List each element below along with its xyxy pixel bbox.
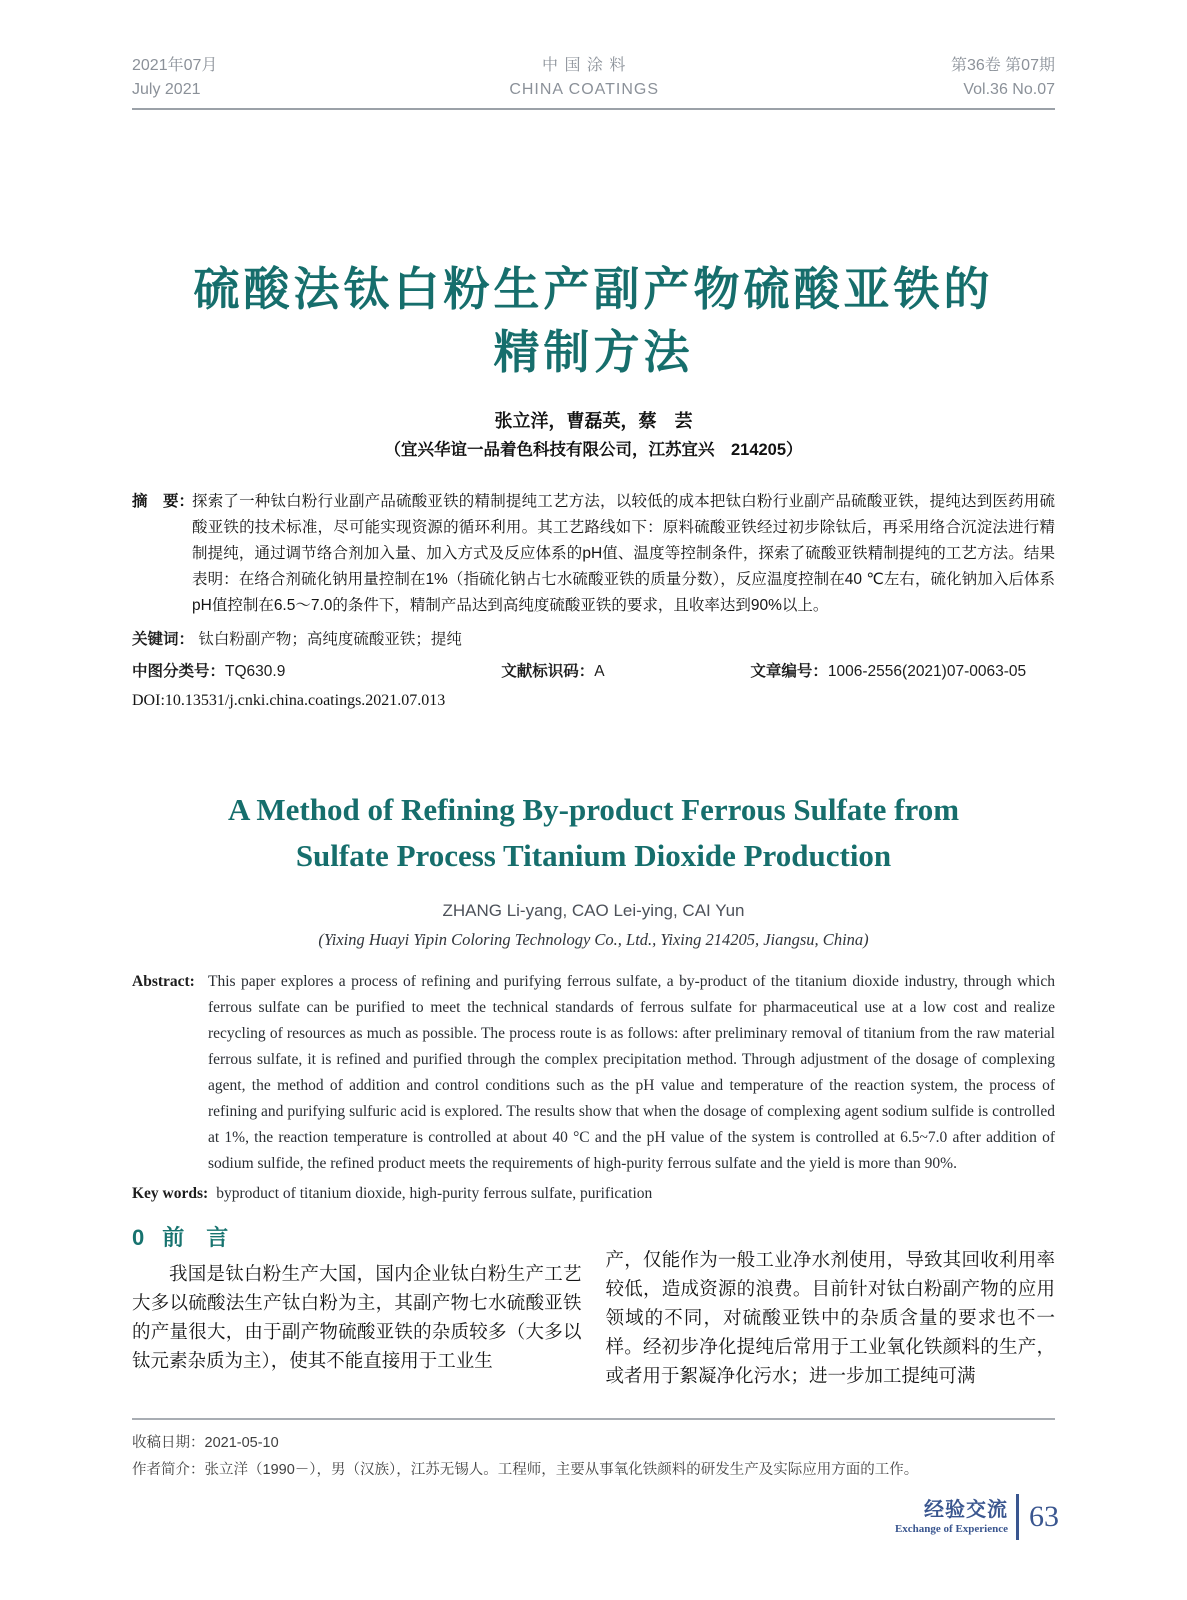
authors-en: ZHANG Li-yang, CAO Lei-ying, CAI Yun xyxy=(442,901,745,920)
doc-code-value: A xyxy=(594,663,605,680)
footnote-bio xyxy=(132,1457,1055,1484)
affiliation-en: (Yixing Huayi Yipin Coloring Technology Co., Ltd., Yixing 214205, Jiangsu, China) xyxy=(318,930,869,949)
keywords-cn xyxy=(132,627,1055,653)
authors-cn: 张立洋，曹磊英，蔡 芸 xyxy=(494,411,693,431)
page-number: 63 xyxy=(1029,1500,1059,1533)
document-code xyxy=(501,659,750,685)
footnote xyxy=(132,1418,1055,1484)
body-columns xyxy=(132,1223,1055,1392)
section-heading xyxy=(132,1223,582,1253)
article-title-en xyxy=(132,787,1055,879)
article-number-label: 文章编号： xyxy=(750,663,828,680)
keywords-cn-label: 关键词： xyxy=(132,631,195,648)
keywords-en-text: byproduct of titanium dioxide, high-purity ferrous sulfate, purification xyxy=(216,1185,653,1202)
article-title-cn xyxy=(132,258,1055,384)
article-title-en-line1: A Method of Refining By-product Ferrous Sulfate from xyxy=(227,792,960,827)
body-paragraph-right: 产，仅能作为一般工业净水剂使用，导致其回收利用率较低，造成资源的浪费。目前针对钛白粉副产物的应用领域的不同，对硫酸亚铁中的杂质含量的要求也不一样。经初步净化提纯后常用于工业氧化铁颜料的生产，或者用于絮凝净化污水；进一步加工提纯可满 xyxy=(605,1251,1055,1387)
header-issue xyxy=(951,54,1055,102)
affiliation-cn: （宜兴华谊一品着色科技有限公司，江苏宜兴 214205） xyxy=(384,441,803,459)
keywords-en xyxy=(132,1181,1055,1207)
article-title-cn-line2: 精制方法 xyxy=(493,326,694,378)
clc-number xyxy=(132,659,501,685)
abstract-en-label: Abstract: xyxy=(132,973,195,990)
body-column-right xyxy=(606,1223,1056,1392)
footnote-received xyxy=(132,1430,1055,1457)
abstract-cn-label: 摘 要： xyxy=(132,493,195,510)
clc-label: 中图分类号： xyxy=(132,663,226,680)
footnote-received-value: 2021-05-10 xyxy=(204,1435,279,1451)
article-number xyxy=(750,659,1055,685)
journal-name-cn: 中 国 涂 料 xyxy=(542,57,627,74)
issue-en: Vol.36 No.07 xyxy=(963,81,1055,98)
abstract-cn xyxy=(132,489,1055,619)
abstract-en-text: This paper explores a process of refining and purifying ferrous sulfate, a by-product of the titanium dioxide industry, through which ferrous sulfate can be purified to meet the technical standards of ferrous sulfate for pharmaceutical use at a low cost and realize recycling of resources as much as possible. The process route is as follows: after preliminary removal of titanium from the raw material ferrous sulfate, it is refined and purified through the complex precipitation method. Through adjustment of the dosage of complexing agent, the method of addition and control conditions such as the pH value and temperature of the reaction system, the process of refining and purifying sulfuric acid is explored. The results show that when the dosage of complexing agent sodium sulfide is controlled at 1%, the reaction temperature is controlled at about 40 °C and the pH value of the system is controlled at 6.5~7.0 after addition of sodium sulfide, the refined product meets the requirements of high-purity ferrous sulfate and the yield is more than 90%. xyxy=(208,973,1055,1172)
column-name-en: Exchange of Experience xyxy=(894,1522,1008,1535)
footnote-bio-label: 作者简介： xyxy=(132,1462,205,1478)
abstract-en xyxy=(132,969,1055,1177)
article-title-cn-line1: 硫酸法钛白粉生产副产物硫酸亚铁的 xyxy=(193,263,994,315)
page-footer xyxy=(895,1494,1059,1540)
header-date-en: July 2021 xyxy=(132,81,201,98)
footnote-received-label: 收稿日期： xyxy=(132,1435,205,1451)
doc-code-label: 文献标识码： xyxy=(501,663,595,680)
column-badge xyxy=(895,1498,1008,1537)
column-name-cn: 经验交流 xyxy=(924,1498,1008,1521)
keywords-cn-text: 钛白粉副产物；高纯度硫酸亚铁；提纯 xyxy=(198,631,462,648)
header-journal-name xyxy=(509,54,659,102)
article-title-en-line2: Sulfate Process Titanium Dioxide Production xyxy=(295,838,892,873)
journal-name-en: CHINA COATINGS xyxy=(509,81,660,98)
footnote-bio-value: 张立洋（1990－），男（汉族），江苏无锡人。工程师，主要从事氧化铁颜料的研发生产及实际应用方面的工作。 xyxy=(204,1462,919,1478)
header-date-cn: 2021年07月 xyxy=(132,57,218,74)
abstract-cn-text: 探索了一种钛白粉行业副产品硫酸亚铁的精制提纯工艺方法，以较低的成本把钛白粉行业副产品硫酸亚铁，提纯达到医药用硫酸亚铁的技术标准，尽可能实现资源的循环利用。其工艺路线如下：原料硫酸亚铁经过初步除钛后，再采用络合沉淀法进行精制提纯，通过调节络合剂加入量、加入方式及反应体系的pH值、温度等控制条件，探索了硫酸亚铁精制提纯的工艺方法。结果表明：在络合剂硫化钠用量控制在1%（指硫化钠占七水硫酸亚铁的质量分数），反应温度控制在40 ℃左右，硫化钠加入后体系pH值控制在6.5～7.0的条件下，精制产品达到高纯度硫酸亚铁的要求，且收率达到90%以上。 xyxy=(192,493,1055,614)
body-paragraph-left: 我国是钛白粉生产大国，国内企业钛白粉生产工艺大多以硫酸法生产钛白粉为主，其副产物七水硫酸亚铁的产量很大，由于副产物硫酸亚铁的杂质较多（大多以钛元素杂质为主），使其不能直接用于工业生 xyxy=(132,1265,582,1372)
header-date xyxy=(132,54,217,102)
keywords-en-label: Key words: xyxy=(132,1185,209,1202)
journal-header xyxy=(132,54,1055,110)
clc-value: TQ630.9 xyxy=(225,663,286,680)
issue-cn: 第36卷 第07期 xyxy=(950,57,1055,74)
section-title: 前 言 xyxy=(162,1225,229,1250)
doi: DOI:10.13531/j.cnki.china.coatings.2021.07.013 xyxy=(132,692,446,709)
footer-divider-bar xyxy=(1016,1494,1019,1540)
classification-row xyxy=(132,659,1055,685)
section-number: 0 xyxy=(132,1225,145,1250)
body-column-left xyxy=(132,1223,582,1392)
article-number-value: 1006-2556(2021)07-0063-05 xyxy=(827,663,1027,680)
